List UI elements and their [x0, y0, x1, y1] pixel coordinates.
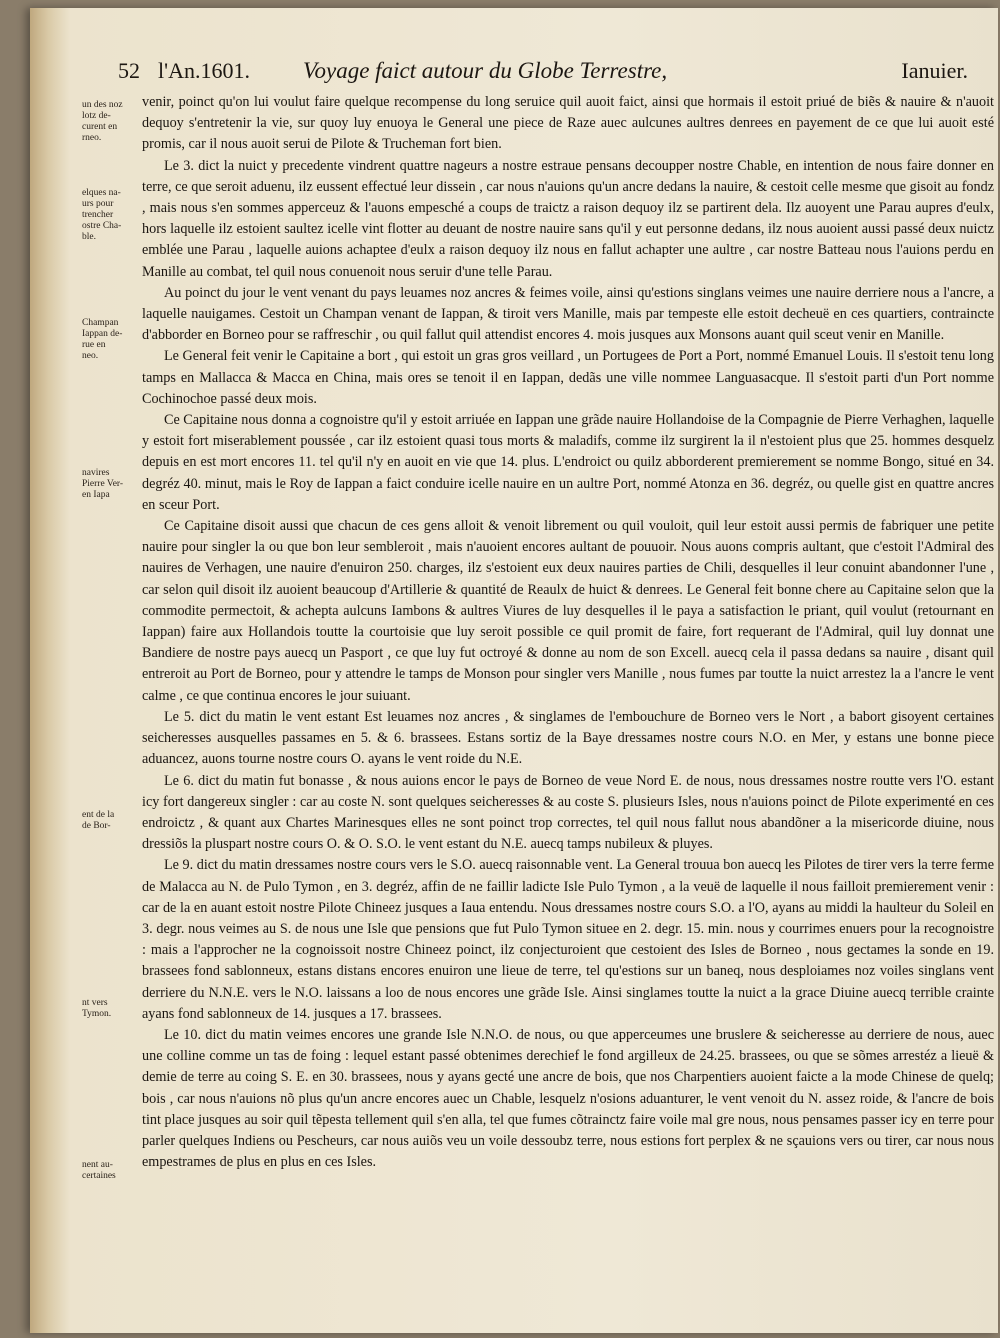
- paragraph: Ce Capitaine nous donna a cognoistre qu'il y estoit arriuée en Iappan une grãde nauire Hollandoise de la Compagnie de Pierre Verhaghen, laquelle y estoit fort miserablement poussée , car ilz estoient quasi tous morts & maladifs, comme ilz surgirent la il n'estoient plus que 25. hommes desquelz depuis en est mort encores 11. tel qu'il n'y en auoit en vie que 14. plus. L'endroict ou quilz abborderent premierement se nomme Bongo, situé en 34. degréz 40. minut, mais le Roy de Iappan a faict conduire icelle nauire en un aultre Port, nommé Atonza en 36. degréz, ou quelle gist en quattre ancres en sceur Port.: [142, 412, 995, 513]
- paragraph: Le 10. dict du matin veimes encores une grande Isle N.N.O. de nous, ou que apperceumes une bruslere & seicheresse au derriere de nous, auec une colline comme un tas de foing : lequel estant passé obtenimes derechief le fond argilleux de 24.25. brassees, ou que se sõmes arrestéz a lieuë & demie de terre au coing S. E. en 30. brassees, nous y ayans gecté une ancre de bois, que nos Charpentiers auoient faicte a la mode Chinese de quelq; bois , car nous n'auions nõ plus qu'un ancre encores auec un Chable, lesquelz n'osions aduanturer, le vent venoit du N. assez roide, & l'ancre de bois tint place jusques au soir quil tẽpesta tellement quil s'en alla, tel que fumes cõtrainctz faire voile mal gre nous, nous pensames passer icy en terre pour parler quelques Indiens ou Pescheurs, car nous auiõs veu un voile dessoubz terre, nous estions fort perplex & ne sçauions vers ou tirer, car nous nous empestrames de plus en plus en ces Isles.: [142, 1026, 994, 1171]
- body-text: [142, 92, 994, 1173]
- paragraph: Le General feit venir le Capitaine a bort , qui estoit un gras gros veillard , un Portugees de Port a Port, nommé Emanuel Louis. Il s'estoit tenu long tamps en Mallacca & Macca en China, mais ores se tenoit il en Iappan, dedãs une ville nommee Languasacque. Il s'estoit parti d'un Port nomme Cochinochoe passé deux mois.: [142, 348, 994, 407]
- paragraph: Le 3. dict la nuict y precedente vindrent quattre nageurs a nostre estraue pensans decoupper nostre Chable, en intention de nous faire donner en terre, ce que seroit aduenu, ilz eussent effectué leur dissein , car nous n'auions qu'un ancre dedans la nauire, & cestoit celle mesme que gisoit au fondz , mais nous s'en sommes apperceuz & l'auons empesché a coups de traictz a raison dequoy ilz se partirent dela. Ilz auoyent une Parau aupres d'eulx, hors laquelle ilz estoient saultez icelle vint flotter au deuant de nostre nauire sans qu'il y eut personne dedans, ilz nous auoient aussi passé deux nuictz emblée une Parau , laquelle auions achaptee d'eulx a raison dequoy ilz nous en fallut achapter une aultre , car nostre Batteau nous l'auions perdu en Manille au combat, tel quil nous conuenoit nous seruir d'une telle Parau.: [142, 157, 994, 280]
- margin-note: elques na- urs pour trencher ostre Cha- ble.: [82, 188, 122, 242]
- margin-note: navires Pierre Ver- en Iapa: [82, 468, 124, 500]
- margin-note: Champan Iappan de- rue en neo.: [82, 318, 123, 361]
- margin-note: nent au- certaines: [82, 1160, 116, 1181]
- margin-note: un des noz lotz de- curent en rneo.: [82, 100, 123, 143]
- page-number: 52: [118, 58, 140, 83]
- paragraph: venir, poinct qu'on lui voulut faire quelque recompense du long seruice quil auoit faict, ainsi que hormais il estoit priué de biẽs & nauire & n'auoit dequoy s'entretenir la vie, sur quoy luy enuoya le General une piece de Raze auec aulcunes aultres denrees en payement de ce que lui auoit esté promis, car il nous auoit serui de Pilote & Trucheman fort bien.: [142, 94, 994, 153]
- month-label: Ianuier.: [901, 58, 968, 83]
- year-label: l'An.1601.: [158, 58, 250, 83]
- margin-note: nt vers Tymon.: [82, 998, 112, 1019]
- paragraph: Le 6. dict du matin fut bonasse , & nous auions encor le pays de Borneo de veue Nord E. de nous, nous dressames nostre routte vers l'O. estant icy fort dangereux singler : car au coste N. sont quelques seicheresses & au coste S. plusieurs Isles, nous n'auions poinct de Pilote experimenté en ces endroictz , & quant aux Chartes Marinesques elles ne sont poinct trop correctes, tel quil nous fallut nous abandõner a la misericorde diuine, nous dressiõs la pluspart nostre cours O. & O. S.O. le vent estant du N.E. auecq tamps nubileux & pluyes.: [142, 772, 994, 853]
- paragraph: Ce Capitaine disoit aussi que chacun de ces gens alloit & venoit librement ou quil vouloit, quil leur estoit aussi permis de fabriquer une petite nauire pour singler la ou que bon leur sembleroit , mais n'auoient encores aultant de pouuoir. Nous auons compris aultant, que c'estoit l'Admiral des nauires de Verhagen, une nauire d'enuiron 250. charges, ilz s'estoient eux deux nauires parties de Chili, desquelles il leur conuint abandonner l'une , car selon quil disoit ilz auoient beaucoup d'Artillerie & quantité de Reaulx de huict & denrees. Le General feit bonne chere au Capitaine selon que la commodite permectoit, & achepta aulcuns Iambons & aultres Viures de luy desquelles il le paya a satisfaction le priant, quil voulut (retournant en Iappan) faire aux Hollandois toutte la courtoisie que luy seroit possible ce quil promit de faire, fort requerant de l'Admiral, quil luy donnat une Bandiere de nostre pays auecq un Pasport , ce que luy fut octroyé & donne au nom de son Excell. auecq cela il passa dedans sa nauire , disant quil entreroit au Port de Borneo, pour y attendre le tamps de Monson pour singler vers Manille , nous fumes par toutte la nuict arrestez la a l'ancre le vent calme , ce que continua encores le jour suiuant.: [142, 518, 994, 704]
- book-page: [30, 8, 998, 1333]
- running-header: [118, 58, 968, 92]
- paragraph: Le 9. dict du matin dressames nostre cours vers le S.O. auecq raisonnable vent. La General trouua bon auecq les Pilotes de tirer vers la terre ferme de Malacca au N. de Pulo Tymon , en 3. degréz, affin de ne faillir ladicte Isle Pulo Tymon , a la veuë de laquelle il nous failloit premierement venir : car de la en auant estoit nostre Pilote Chineez jusques a Iaua entendu. Nous dressames nostre cours S.O. a l'O, ayans au middi la haulteur du Soleil en 3. degr. nous veimes au S. de nous une Isle que pensions que fut Pulo Tymon situee en 2. degr. 15. min. nous y courrimes enuers pour la recognoistre : mais a l'approcher ne la cognoissoit nostre Chineez poinct, ilz conjecturoient que cestoient des Isles de Borneo , nous gectames la sonde en 19. brassees fond sablonneux, estans distans encores enuiron une lieue de terre, tel qu'estions sur un baneq, nous desploiames noz voiles singlans vent derriere du N.N.E. vers le N.O. laissans a loo de nous encores une grãde Isle. Ainsi singlames toutte la nuict a la grace Diuine auecq terrible crainte ayans fond sablonneux de 14. jusques a 17. brassees.: [142, 857, 994, 1022]
- margin-note: ent de la de Bor-: [82, 810, 115, 831]
- paragraph: Le 5. dict du matin le vent estant Est leuames noz ancres , & singlames de l'embouchure de Borneo vers le Nort , a babort gisoyent certaines seicheresses ausquelles passames en 5. & 6. brassees. Estans sortiz de la Baye dressames nostre cours N.O. en Mer, y estans une bonne piece aduancez, auons tourne nostre cours O. ayans le vent roide du N.E.: [142, 708, 994, 768]
- running-title: Voyage faict autour du Globe Terrestre,: [303, 58, 668, 83]
- paragraph: Au poinct du jour le vent venant du pays leuames noz ancres & feimes voile, ainsi qu'estions singlans veimes une nauire derriere nous a l'ancre, a laquelle nauigames. Cestoit un Champan venant de Iappan, & tiroit vers Manille, mais par tempeste elle estoit decheuë en ces quartiers, contraincte d'abborder en Borneo pour se raffreschir , ou quil fallut quil attendist encores 4. mois jusques aux Monsons auant quil sceut venir en Manille.: [142, 284, 994, 344]
